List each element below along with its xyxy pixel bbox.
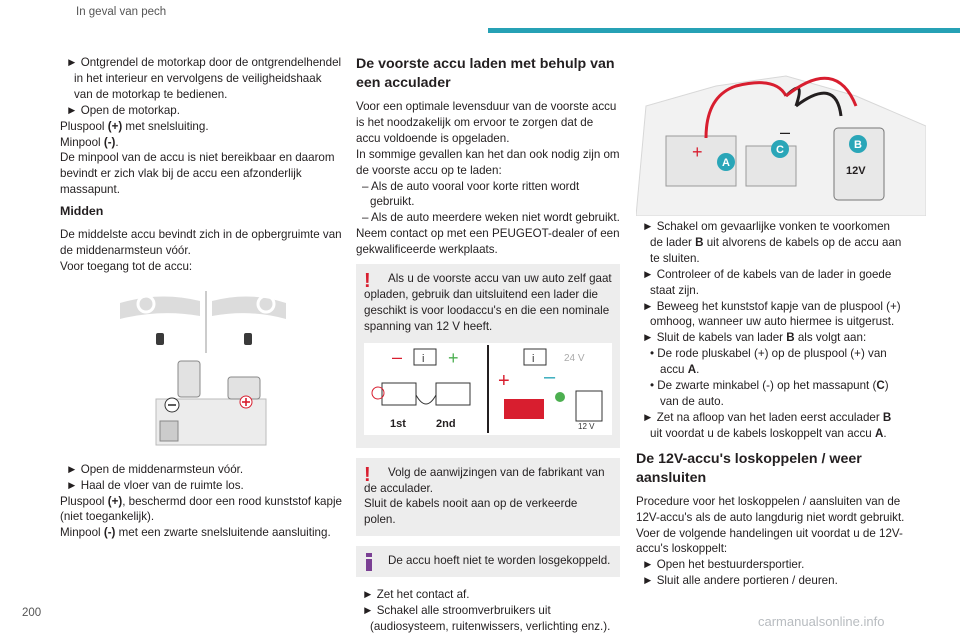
intro-text: Voor een optimale levensduur van de voorste accu is het noodzakelijk om ervoor te zorgen dat de accu voldoende is opgeladen. — [356, 100, 617, 145]
svg-text:B: B — [854, 139, 862, 151]
positive-terminal-text: Pluspool (+) met snelsluiting. — [60, 119, 209, 133]
earth-point-text: De minpool van de accu is niet bereikbaar en daarom bevindt er zich vlak bij de accu een afzonderlijk massapunt. — [60, 151, 335, 197]
svg-text:–: – — [544, 365, 556, 388]
step-close-other-doors: ► Sluit alle andere portieren / deuren. — [642, 574, 838, 588]
header-accent-bar — [488, 28, 960, 33]
warning-box-charger — [356, 264, 620, 448]
warning-polarity-text: Sluit de kabels nooit aan op de verkeerde polen. — [364, 497, 578, 527]
svg-text:–: – — [392, 346, 403, 367]
info-box-disconnect — [356, 546, 620, 577]
warning-box-instructions — [356, 458, 620, 537]
column-right — [636, 219, 906, 589]
warning-icon: ! — [364, 270, 371, 293]
heading-midden: Midden — [60, 204, 104, 219]
svg-text:A: A — [722, 157, 730, 169]
before-disconnect-text: Voer de volgende handelingen uit voordat u de 12V-accu's loskoppelt: — [636, 526, 903, 556]
column-middle — [356, 55, 620, 635]
step-remove-floor: ► Haal de vloer van de ruimte los. — [66, 478, 244, 492]
step-check-cables: ► Controleer of de kabels van de lader in goede staat zijn. — [642, 267, 892, 297]
step-connect-cables: ► Sluit de kabels van lader B als volgt aan: — [642, 331, 867, 345]
charger-connection-illustration — [636, 66, 926, 216]
step-after-charging: ► Zet na afloop van het laden eerst acculader B uit voordat u de kabels loskoppelt van accu A. — [642, 410, 892, 440]
step-open-armrest: ► Open de middenarmsteun vóór. — [66, 462, 244, 476]
middle-positive-text: Pluspool (+), beschermd door een rood kunststof kapje (niet toegankelijk). — [60, 494, 342, 524]
step-unlock-bonnet: ► Ontgrendel de motorkap door de ontgrendelhendel in het interieur en vervolgens de veiligheidshaak van de motorkap te bedienen. — [66, 56, 342, 101]
info-icon — [366, 553, 372, 571]
dash-item-unused: – Als de auto meerdere weken niet wordt gebruikt. — [362, 211, 620, 225]
step-open-driver-door: ► Open het bestuurdersportier. — [642, 558, 805, 572]
svg-text:i: i — [422, 352, 425, 365]
step-lift-cover: ► Beweeg het kunststof kapje van de pluspool (+) omhoog, wanneer uw auto hiermee is uitgerust. — [642, 299, 901, 329]
warning-instructions-text: Volg de aanwijzingen van de fabrikant van de acculader. — [364, 465, 605, 495]
middle-battery-text: De middelste accu bevindt zich in de opbergruimte van de middenarmsteun vóór. — [60, 228, 342, 257]
warning-charger-text: Als u de voorste accu van uw auto zelf gaat opladen, gebruik dan uitsluitend een lader die geschikt is voor loodaccu's en die een nominale spanning van 12 V heeft. — [364, 272, 612, 333]
svg-text:i: i — [532, 352, 535, 365]
page-number: 200 — [22, 607, 42, 619]
column-left — [60, 55, 342, 541]
svg-text:+: + — [692, 142, 703, 162]
label-12v: 12 V — [578, 421, 595, 431]
middle-negative-text: Minpool (-) met een zwarte snelsluitende aansluiting. — [60, 526, 331, 540]
middle-battery-illustration — [60, 281, 342, 451]
charger-pictogram — [364, 343, 612, 435]
step-open-bonnet: ► Open de motorkap. — [66, 103, 180, 117]
label-1st: 1st — [390, 417, 406, 430]
step-switch-off-charger: ► Schakel om gevaarlijke vonken te voorkomen de lader B uit alvorens de kabels op de accu aan te sluiten. — [642, 220, 902, 265]
watermark: carmanualsonline.info — [758, 614, 885, 629]
label-24v: 24 V — [564, 352, 585, 364]
label-2nd: 2nd — [436, 417, 456, 430]
warning-icon: ! — [364, 463, 371, 486]
dealer-contact-text: Neem contact op met een PEUGEOT-dealer of een gekwalificeerde werkplaats. — [356, 227, 620, 257]
access-text: Voor toegang tot de accu: — [60, 259, 193, 273]
step-consumers-off: ► Schakel alle stroomverbruikers uit (audiosysteem, ruitenwissers, verlichting enz.). — [362, 604, 611, 633]
charger-voltage-label: 12V — [846, 165, 866, 177]
bullet-red-cable: • De rode pluskabel (+) op de pluspool (+) van accu A. — [650, 347, 887, 377]
svg-text:–: – — [780, 122, 791, 142]
svg-text:C: C — [776, 144, 784, 156]
step-ignition-off: ► Zet het contact af. — [362, 588, 470, 602]
heading-disconnect: De 12V-accu's loskoppelen / weer aansluiten — [636, 450, 862, 486]
running-header: In geval van pech — [76, 6, 167, 18]
charge-need-text: In sommige gevallen kan het dan ook nodig zijn om de voorste accu op te laden: — [356, 147, 620, 177]
procedure-text: Procedure voor het loskoppelen / aansluiten van de 12V-accu's als de auto langdurig niet wordt gebruikt. — [636, 494, 905, 524]
bullet-black-cable: • De zwarte minkabel (-) op het massapunt (C) van de auto. — [650, 379, 889, 408]
dash-item-short-trips: – Als de auto vooral voor korte ritten wordt gebruikt. — [362, 179, 580, 209]
svg-text:+: + — [498, 369, 510, 392]
negative-terminal-text: Minpool (-). — [60, 135, 119, 149]
heading-charging: De voorste accu laden met behulp van een acculader — [356, 56, 615, 91]
info-disconnect-text: De accu hoeft niet te worden losgekoppeld. — [388, 554, 611, 568]
svg-text:+: + — [448, 347, 459, 368]
